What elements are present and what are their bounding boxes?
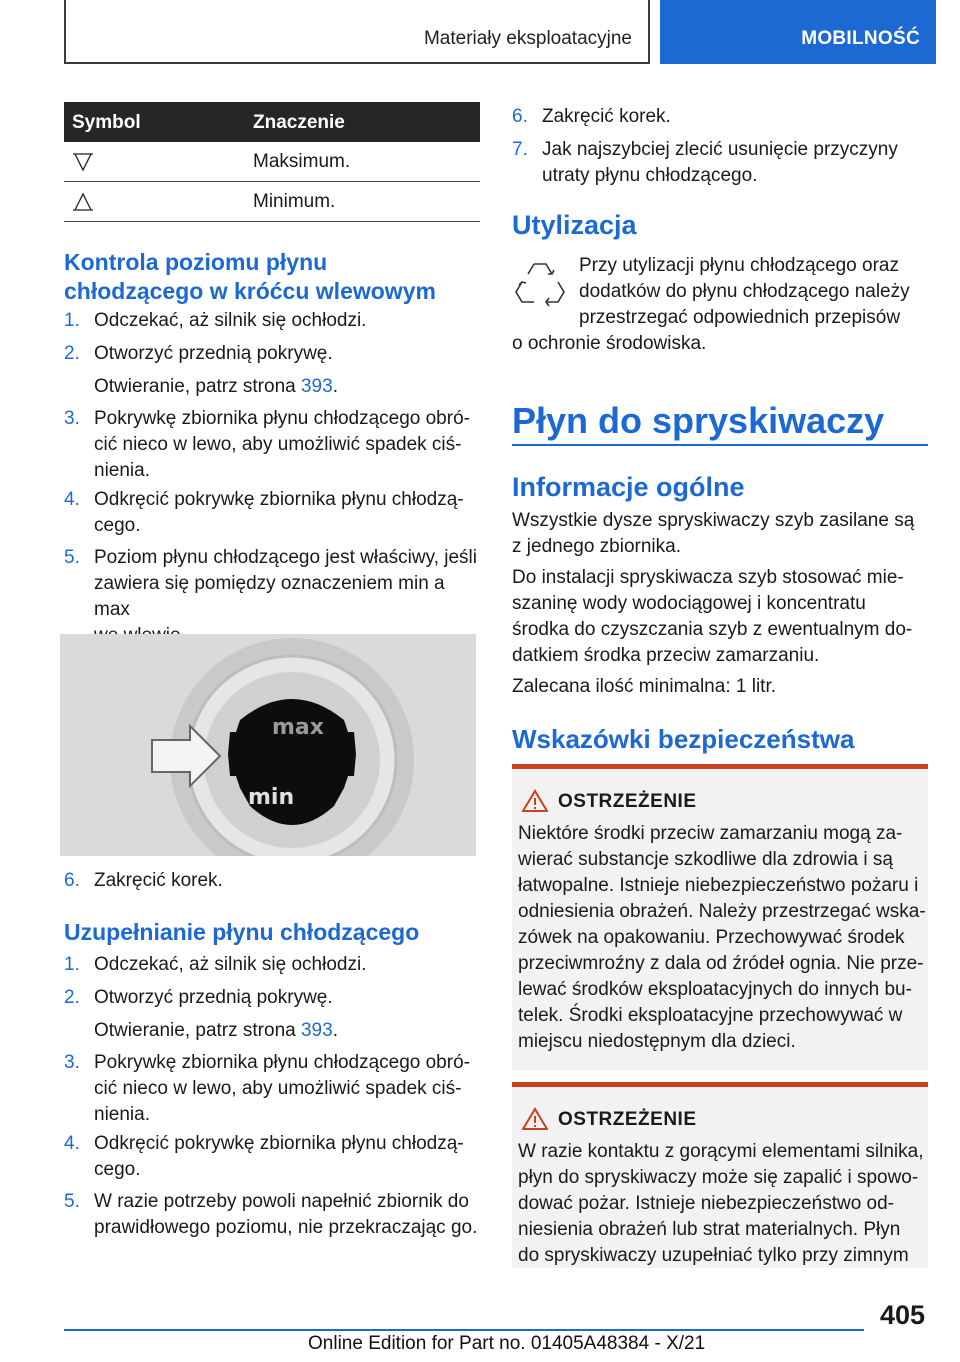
open-ref-text: Otwieranie, patrz strona (94, 1020, 301, 1041)
para-line: Do instalacji spryskiwacza szyb stosować mie- (512, 567, 904, 588)
step-text: Zakręcić korek. (94, 870, 223, 891)
open-ref-text: Otwieranie, patrz strona (94, 376, 301, 397)
warning-triangle-icon (522, 1107, 548, 1131)
step-line: nienia. (94, 460, 150, 481)
step-text (542, 137, 898, 189)
step-line: zawiera się pomiędzy oznaczeniem min a max (94, 573, 445, 620)
filler-neck-illustration (60, 634, 476, 856)
step-line: cić nieco w lewo, aby umożliwić spadek ciś- (94, 1078, 462, 1099)
step-number: 4. (64, 489, 80, 510)
page-number: 405 (880, 1300, 926, 1330)
para-line: datkiem środka przeciw zamarzaniu. (512, 645, 820, 666)
step-line: Odkręcić pokrywkę zbiornika płynu chłodzą- (94, 489, 464, 510)
table-cell-meaning: Maksimum. (253, 151, 351, 172)
edition-note: Online Edition for Part no. 01405A48384 - X/21 (308, 1333, 706, 1354)
general-para1 (512, 508, 928, 560)
step-number: 1. (64, 310, 80, 331)
warning-line: wierać substancje szkodliwe dla zdrowia i są (518, 849, 893, 870)
header-section-box (64, 0, 650, 64)
warning-line: W razie kontaktu z gorącymi elementami silnika, (518, 1141, 924, 1162)
step-text (94, 1131, 464, 1183)
para-line: z jednego zbiornika. (512, 536, 681, 557)
chapter-tab[interactable] (660, 0, 936, 64)
general-para2 (512, 565, 928, 669)
step-line: Jak najszybciej zlecić usunięcie przyczyny (542, 139, 898, 160)
warning-title: OSTRZEŻENIE (558, 791, 697, 812)
step-line: prawidłowego poziomu, nie przekraczając go. (94, 1217, 478, 1238)
step-line: utraty płynu chłodzącego. (542, 165, 758, 186)
warning-line: przeciwmroźny z dala od źródeł ognia. Nie prze- (518, 953, 924, 974)
warning-text (518, 821, 926, 1055)
max-label: max (272, 715, 324, 740)
max-mark-icon (72, 152, 94, 172)
step-number: 5. (64, 1191, 80, 1212)
general-info-title: Informacje ogólne (512, 472, 745, 502)
symbol-table (64, 102, 480, 222)
warning-title: OSTRZEŻENIE (558, 1109, 697, 1130)
step-number: 1. (64, 954, 80, 975)
disposal-line: przestrzegać odpowiednich przepisów (579, 307, 901, 328)
step-number: 6. (64, 870, 80, 891)
washer-fluid-title: Płyn do spryskiwaczy (512, 400, 885, 441)
step-number: 4. (64, 1133, 80, 1154)
page-link[interactable]: 393 (300, 376, 333, 397)
step-text: Otworzyć przednią pokrywę. (94, 987, 333, 1008)
step-line: W razie potrzeby powoli napełnić zbiornik do (94, 1191, 469, 1212)
check-title-line1: Kontrola poziomu płynu (64, 249, 328, 275)
warning-text (518, 1139, 926, 1269)
min-label: min (248, 785, 295, 810)
warning-box (512, 1082, 928, 1268)
check-section-title (64, 248, 436, 306)
table-row (64, 142, 480, 182)
step-number: 2. (64, 987, 80, 1008)
open-ref-suffix: . (332, 376, 338, 397)
disposal-last-line: o ochronie środowiska. (512, 333, 707, 354)
disposal-line: Przy utylizacji płynu chłodzącego oraz (579, 255, 899, 276)
table-cell-meaning: Minimum. (253, 191, 336, 212)
warning-line: dować pożar. Istnieje niebezpieczeństwo od- (518, 1193, 895, 1214)
warning-line: do spryskiwaczy uzupełniać tylko przy zimnym (518, 1245, 909, 1266)
check-title-line2: chłodzącego w króćcu wlewowym (64, 278, 436, 304)
general-para3: Zalecana ilość minimalna: 1 litr. (512, 676, 776, 697)
warning-triangle-icon (522, 789, 548, 813)
warning-line: telek. Środki eksploatacyjne przechowywać w (518, 1005, 903, 1026)
step-line: cić nieco w lewo, aby umożliwić spadek ciś- (94, 434, 462, 455)
min-mark-icon (72, 192, 94, 212)
recycling-icon (514, 258, 566, 308)
step-line: Poziom płynu chłodzącego jest właściwy, jeśli (94, 547, 477, 568)
warning-line: niesienia obrażeń lub strat materialnych. Płyn (518, 1219, 901, 1240)
open-reference (94, 374, 338, 400)
column-symbol-header: Symbol (72, 112, 141, 133)
step-line: Pokrywkę zbiornika płynu chłodzącego obró- (94, 408, 470, 429)
title-underline (512, 444, 928, 446)
step-line: cego. (94, 515, 141, 536)
table-header (64, 102, 480, 142)
section-title: Materiały eksploatacyjne (423, 28, 632, 49)
disposal-title: Utylizacja (512, 210, 637, 240)
step-text: Zakręcić korek. (542, 106, 671, 127)
warning-box (512, 764, 928, 1070)
footer-rule (64, 1329, 864, 1331)
step-text (94, 487, 464, 539)
step-line: Odkręcić pokrywkę zbiornika płynu chłodzą- (94, 1133, 464, 1154)
step-line: cego. (94, 1159, 141, 1180)
step-number: 7. (512, 139, 528, 160)
refill-section-title: Uzupełnianie płynu chłodzącego (64, 919, 420, 945)
step-number: 2. (64, 343, 80, 364)
para-line: Wszystkie dysze spryskiwaczy szyb zasilane są (512, 510, 915, 531)
step-number: 5. (64, 547, 80, 568)
warning-line: płyn do spryskiwaczy może się zapalić i spowo- (518, 1167, 919, 1188)
warning-line: miejscu niedostępnym dla dzieci. (518, 1031, 796, 1052)
step-number: 6. (512, 106, 528, 127)
column-meaning-header: Znaczenie (253, 112, 345, 133)
page-link[interactable]: 393 (300, 1020, 333, 1041)
chapter-title: MOBILNOŚĆ (801, 28, 920, 49)
step-text (94, 1050, 470, 1128)
open-ref-suffix: . (332, 1020, 338, 1041)
step-number: 3. (64, 1052, 80, 1073)
disposal-text (579, 253, 929, 331)
safety-title: Wskazówki bezpieczeństwa (512, 724, 855, 754)
warning-line: odniesienia obrażeń. Należy przestrzegać wska- (518, 901, 926, 922)
step-text: Otworzyć przednią pokrywę. (94, 343, 333, 364)
step-text (94, 406, 470, 484)
warning-line: Niektóre środki przeciw zamarzaniu mogą za- (518, 823, 903, 844)
disposal-line: dodatków do płynu chłodzącego należy (579, 281, 910, 302)
open-reference (94, 1018, 338, 1044)
table-row (64, 182, 480, 222)
para-line: szaninę wody wodociągowej i koncentratu (512, 593, 866, 614)
warning-line: łatwopalne. Istnieje niebezpieczeństwo pożaru i (518, 875, 919, 896)
coolant-filler-image (60, 634, 476, 856)
step-text: Odczekać, aż silnik się ochłodzi. (94, 954, 367, 975)
step-line: nienia. (94, 1104, 150, 1125)
para-line: środka do czyszczania szyb z ewentualnym do- (512, 619, 913, 640)
warning-line: zówek na opakowaniu. Przechowywać środek (518, 927, 905, 948)
warning-line: lewać środków eksploatacyjnych do innych bu- (518, 979, 912, 1000)
step-line: Pokrywkę zbiornika płynu chłodzącego obró- (94, 1052, 470, 1073)
step-text: Odczekać, aż silnik się ochłodzi. (94, 310, 367, 331)
step-text (94, 1189, 477, 1241)
step-number: 3. (64, 408, 80, 429)
